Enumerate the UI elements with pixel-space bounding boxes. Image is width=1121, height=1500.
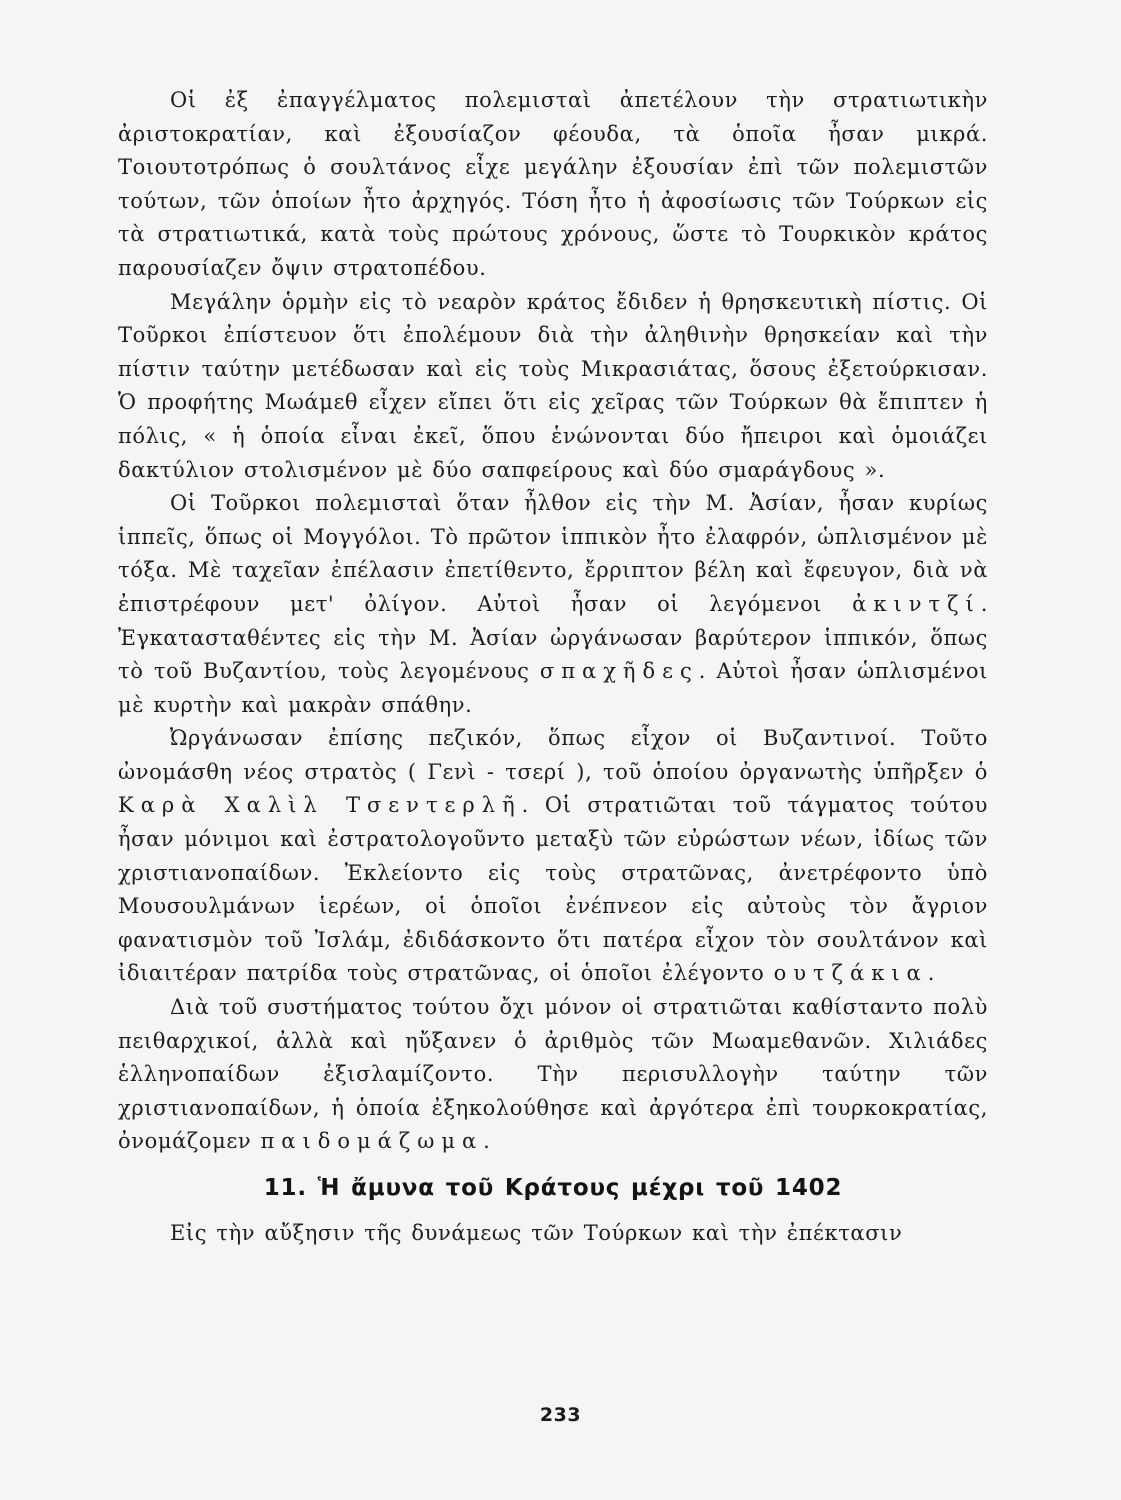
spaced-term: ἀκιντζί: [852, 591, 981, 616]
paragraph-continued: [118, 1217, 988, 1251]
text-run: .: [927, 961, 936, 986]
paragraph: [118, 286, 988, 488]
spaced-term: σπαχῆδες: [539, 659, 699, 684]
text-run: Εἰς τὴν αὔξησιν τῆς δυνάμεως τῶν Τούρκων καὶ τὴν ἐπέκτασιν: [170, 1221, 903, 1245]
body-text: [118, 84, 988, 1251]
spaced-term: Καρὰ Χαλὶλ Τσεντερλῆ: [118, 793, 522, 818]
text-run: . Αὐτοὶ ἦσαν ὡπλισμένοι μὲ κυρτὴν καὶ μακρὰν σπάθην.: [118, 659, 988, 717]
section-heading: 11. Ἡ ἄμυνα τοῦ Κράτους μέχρι τοῦ 1402: [263, 1175, 843, 1201]
text-run: .: [483, 1129, 491, 1154]
paragraph: [118, 487, 988, 722]
paragraph: [118, 991, 988, 1159]
paragraph: [118, 84, 988, 286]
text-run: Ὠργάνωσαν ἐπίσης πεζικόν, ὅπως εἶχον οἱ Βυζαντινοί. Τοῦτο ὠνομάσθη νέος στρατὸς ( Γενὶ - τσερί ), τοῦ ὁποίου ὀργανωτὴς ὑπῆρξεν ὁ: [118, 726, 988, 784]
text-run: Μεγάλην ὁρμὴν εἰς τὸ νεαρὸν κράτος ἔδιδεν ἡ θρησκευτικὴ πίστις. Οἱ Τοῦρκοι ἐπίστευον ὅτι ἐπολέμουν διὰ τὴν ἀληθινὴν θρησκείαν καὶ τὴν πίστιν ταύτην μετέδωσαν καὶ εἰς τοὺς Μικρασιάτας, ὅσους ἐξετούρκισαν. Ὁ προφήτης Μωάμεθ εἶχεν εἴπει ὅτι εἰς χεῖρας τῶν Τούρκων θὰ ἔπιπτεν ἡ πόλις, « ἡ ὁποία εἶναι ἐκεῖ, ὅπου ἑνώνονται δύο ἤπειροι καὶ ὁμοιάζει δακτύλιον στολισμένον μὲ δύο σαπφείρους καὶ δύο σμαράγδους ».: [118, 289, 988, 482]
text-run: Διὰ τοῦ συστήματος τούτου ὄχι μόνον οἱ στρατιῶται καθίσταντο πολὺ πειθαρχικοί, ἀλλὰ καὶ ηὔξανεν ὁ ἀριθμὸς τῶν Μωαμεθανῶν. Χιλιάδες ἑλληνοπαίδων ἐξισλαμίζοντο. Τὴν περισυλλογὴν ταύτην τῶν χριστιανοπαίδων, ἡ ὁποία ἐξηκολούθησε καὶ ἀργότερα ἐπὶ τουρκοκρατίας, ὀνομάζομεν: [118, 995, 988, 1154]
text-run: Οἱ Τοῦρκοι πολεμισταὶ ὅταν ἦλθον εἰς τὴν Μ. Ἀσίαν, ἦσαν κυρίως ἱππεῖς, ὅπως οἱ Μογγόλοι. Τὸ πρῶτον ἱππικὸν ἦτο ἐλαφρόν, ὡπλισμένον μὲ τόξα. Μὲ ταχεῖαν ἐπέλασιν ἐπετίθεντο, ἔρριπτον βέλη καὶ ἔφευγον, διὰ νὰ ἐπιστρέφουν μετ' ὀλίγον. Αὐτοὶ ἦσαν οἱ λεγόμενοι: [118, 491, 988, 616]
text-run: . Οἱ στρατιῶται τοῦ τάγματος τούτου ἦσαν μόνιμοι καὶ ἐστρατολογοῦντο μεταξὺ τῶν εὐρώστων νέων, ἰδίως τῶν χριστιανοπαίδων. Ἐκλείοντο εἰς τοὺς στρατῶνας, ἀνετρέφοντο ὑπὸ Μουσουλμάνων ἱερέων, οἱ ὁποῖοι ἐνέπνεον εἰς αὐτοὺς τὸν ἄγριον φανατισμὸν τοῦ Ἰσλάμ, ἐδιδάσκοντο ὅτι πατέρα εἶχον τὸν σουλτάνον καὶ ἰδιαιτέραν πατρίδα τοὺς στρατῶνας, οἱ ὁποῖοι ἐλέγοντο: [118, 793, 988, 986]
spaced-term: παιδομάζωμα: [260, 1129, 484, 1154]
text-run: . Ἐγκατασταθέντες εἰς τὴν Μ. Ἀσίαν ὠργάνωσαν βαρύτερον ἱππικόν, ὅπως τὸ τοῦ Βυζαντίου, τοὺς λεγομένους: [118, 591, 988, 684]
paragraph: [118, 722, 988, 991]
spaced-term: ουτζάκια: [773, 961, 928, 986]
text-run: Οἱ ἐξ ἐπαγγέλματος πολεμισταὶ ἀπετέλουν τὴν στρατιωτικὴν ἀριστοκρατίαν, καὶ ἐξουσίαζον φέουδα, τὰ ὁποῖα ἦσαν μικρά. Τοιουτοτρόπως ὁ σουλτάνος εἶχε μεγάλην ἐξουσίαν ἐπὶ τῶν πολεμιστῶν τούτων, τῶν ὁποίων ἦτο ἀρχηγός. Τόση ἦτο ἡ ἀφοσίωσις τῶν Τούρκων εἰς τὰ στρατιωτικά, κατὰ τοὺς πρώτους χρόνους, ὥστε τὸ Τουρκικὸν κράτος παρουσίαζεν ὄψιν στρατοπέδου.: [118, 88, 988, 280]
page-number: 233: [539, 1404, 582, 1426]
